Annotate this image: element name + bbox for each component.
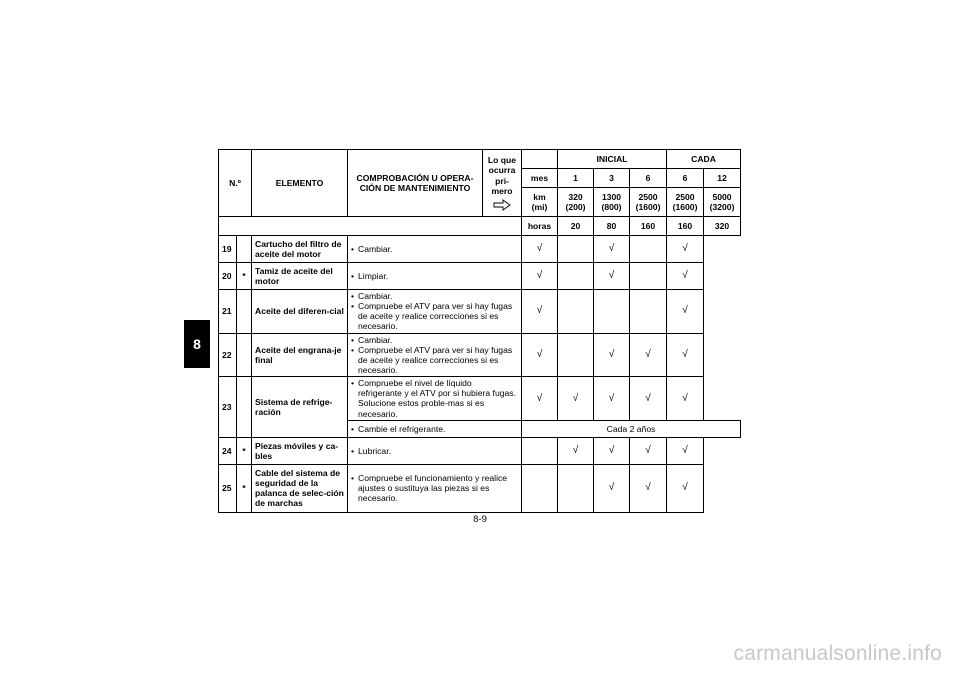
check-mark: √ [558, 377, 594, 421]
row-action [348, 464, 522, 512]
check-mark: √ [594, 464, 630, 512]
check-mark: √ [667, 437, 704, 464]
action-item: • Cambiar. [351, 244, 518, 254]
header-hours-label: horas [522, 217, 558, 236]
check-mark: √ [522, 333, 558, 377]
header-month-value: 1 [558, 169, 594, 188]
row-action [348, 290, 522, 334]
check-mark: √ [667, 464, 704, 512]
action-item: • Compruebe el ATV para ver si hay fugas de aceite y realice correcciones si es necesario. [351, 345, 518, 375]
row-number: 20 [219, 263, 237, 290]
check-mark [594, 290, 630, 334]
row-number: 19 [219, 236, 237, 263]
check-mark: √ [667, 377, 704, 421]
row-number: 22 [219, 333, 237, 377]
action-item: • Lubricar. [351, 446, 518, 456]
row-element: Aceite del diferen-cial [252, 290, 348, 334]
header-element: ELEMENTO [252, 150, 348, 217]
check-mark: √ [594, 236, 630, 263]
interval-note: Cada 2 años [522, 420, 741, 437]
check-mark: √ [594, 377, 630, 421]
check-mark: √ [558, 437, 594, 464]
table-row [219, 377, 741, 421]
header-km-value: 320 (200) [558, 188, 594, 217]
row-number: 24 [219, 437, 237, 464]
header-month-value: 6 [630, 169, 667, 188]
check-mark [558, 263, 594, 290]
header-hours-value: 160 [667, 217, 704, 236]
header-every: CADA [667, 150, 741, 169]
check-mark [522, 437, 558, 464]
row-element: Piezas móviles y ca-bles [252, 437, 348, 464]
section-tab: 8 [184, 320, 210, 368]
header-km-value: 2500 (1600) [630, 188, 667, 217]
check-mark [558, 236, 594, 263]
row-element: Sistema de refrige-ración [252, 377, 348, 438]
header-check: COMPROBACIÓN U OPERA-CIÓN DE MANTENIMIENTO [348, 150, 483, 217]
header-whichever-label: Lo que ocurra pri-mero [487, 155, 517, 196]
check-mark: √ [630, 377, 667, 421]
table-row [219, 236, 741, 263]
row-action [348, 420, 522, 437]
action-item: • Compruebe el ATV para ver si hay fugas de aceite y realice correcciones si es necesario. [351, 301, 518, 331]
check-mark: √ [630, 333, 667, 377]
header-hours-value: 320 [704, 217, 741, 236]
check-mark [558, 290, 594, 334]
check-mark: √ [522, 263, 558, 290]
check-mark: √ [667, 290, 704, 334]
table-row [219, 464, 741, 512]
row-number: 21 [219, 290, 237, 334]
check-mark: √ [667, 236, 704, 263]
action-item: • Cambiar. [351, 335, 518, 345]
header-km-value: 1300 (800) [594, 188, 630, 217]
row-action [348, 333, 522, 377]
check-mark: √ [522, 377, 558, 421]
check-mark [630, 236, 667, 263]
check-mark [630, 290, 667, 334]
action-item: • Cambie el refrigerante. [351, 424, 518, 434]
action-item: • Compruebe el funcionamiento y realice ajustes o sustituya las piezas si es necesario. [351, 473, 518, 503]
row-element: Aceite del engrana-je final [252, 333, 348, 377]
row-element: Cartucho del filtro de aceite del motor [252, 236, 348, 263]
row-mark [237, 290, 252, 334]
row-number: 23 [219, 377, 237, 438]
header-month-value: 3 [594, 169, 630, 188]
header-whichever-first [483, 150, 522, 217]
row-action [348, 263, 522, 290]
action-item: • Cambiar. [351, 291, 518, 301]
check-mark: √ [522, 236, 558, 263]
row-mark [237, 377, 252, 438]
arrow-right-icon [493, 199, 511, 211]
row-mark [237, 236, 252, 263]
check-mark [630, 263, 667, 290]
check-mark: √ [630, 437, 667, 464]
page-number: 8-9 [473, 514, 487, 525]
row-number: 25 [219, 464, 237, 512]
watermark: carmanualsonline.info [733, 642, 942, 665]
check-mark [558, 333, 594, 377]
row-mark: * [237, 464, 252, 512]
check-mark: √ [594, 263, 630, 290]
table-row [219, 263, 741, 290]
table-row [219, 437, 741, 464]
row-mark: * [237, 263, 252, 290]
row-mark [237, 333, 252, 377]
header-hours-value: 20 [558, 217, 594, 236]
row-element: Cable del sistema de seguridad de la palanca de selec-ción de marchas [252, 464, 348, 512]
row-action [348, 437, 522, 464]
maintenance-table [218, 149, 741, 513]
action-item: • Compruebe el nivel de líquido refrigerante y el ATV por si hubiera fugas. Solucione estos proble-mas si es necesario. [351, 378, 518, 419]
header-blank [522, 150, 558, 169]
table-row [219, 333, 741, 377]
header-km-value: 2500 (1600) [667, 188, 704, 217]
check-mark: √ [667, 263, 704, 290]
header-km-value: 5000 (3200) [704, 188, 741, 217]
header-month-value: 6 [667, 169, 704, 188]
table-row [219, 290, 741, 334]
row-action [348, 377, 522, 421]
check-mark: √ [522, 290, 558, 334]
header-hours-value: 160 [630, 217, 667, 236]
row-mark: * [237, 437, 252, 464]
check-mark: √ [667, 333, 704, 377]
header-month-value: 12 [704, 169, 741, 188]
check-mark: √ [630, 464, 667, 512]
header-hours-value: 80 [594, 217, 630, 236]
row-action [348, 236, 522, 263]
check-mark: √ [594, 333, 630, 377]
header-month-label: mes [522, 169, 558, 188]
check-mark: √ [594, 437, 630, 464]
header-initial: INICIAL [558, 150, 667, 169]
check-mark [522, 464, 558, 512]
header-km-label: km (mi) [522, 188, 558, 217]
check-mark [558, 464, 594, 512]
header-filler [219, 217, 522, 236]
action-item: • Limpiar. [351, 271, 518, 281]
row-element: Tamiz de aceite del motor [252, 263, 348, 290]
header-no: N.º [219, 150, 252, 217]
